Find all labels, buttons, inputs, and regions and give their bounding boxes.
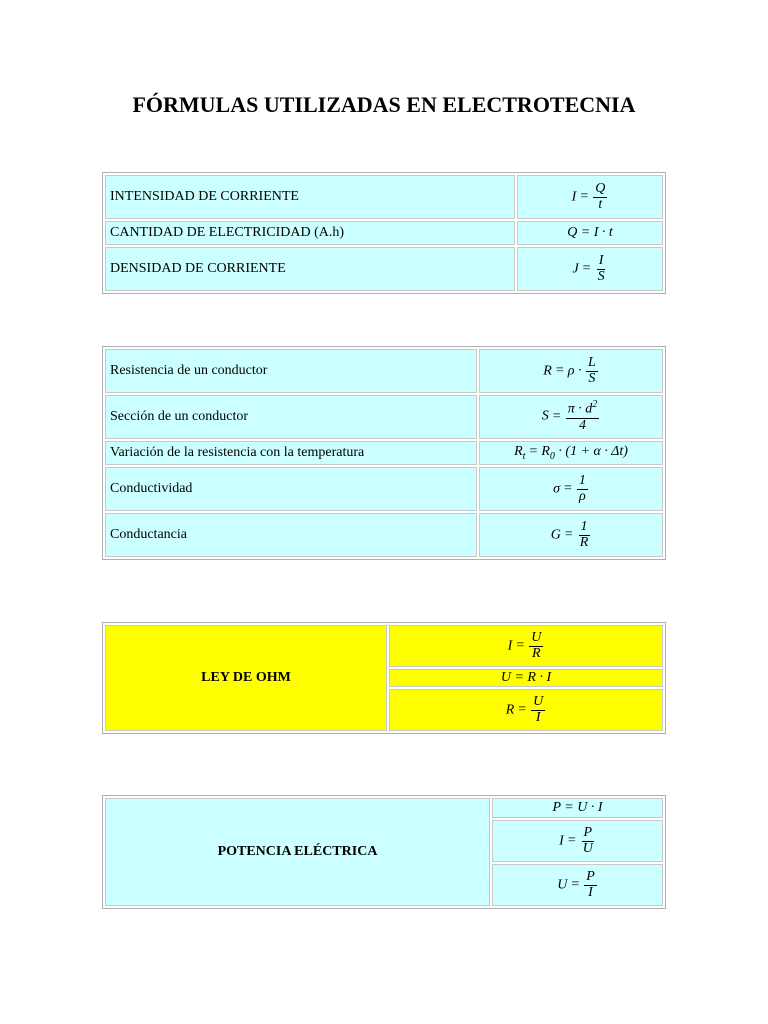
formula-cell: I = $\frac{U}{R}$ (389, 625, 663, 667)
formula-label: DENSIDAD DE CORRIENTE (105, 247, 515, 291)
formula-cell: Q = I · t (517, 221, 663, 245)
formula-cell: U = R · I (389, 669, 663, 687)
table-row (105, 625, 663, 667)
formula-cell: J = $\frac{I}{S}$ (517, 247, 663, 291)
fraction: $\frac{I}{S}$ (597, 252, 605, 284)
formula-label: Conductancia (105, 513, 477, 557)
current-formulas-table (102, 172, 666, 294)
fraction: $\frac{P}{I}$ (586, 868, 595, 900)
fraction: $\frac{1}{R}$ (579, 518, 589, 550)
formula-cell: S = $\frac{\pi \cdot d^2}{4}$ (479, 395, 663, 439)
fraction: $\frac{Q}{t}$ (595, 180, 606, 212)
table-row (105, 513, 663, 557)
formula-cell: $R_t = R_0 \cdot (1 + \alpha \cdot \Delta t)$ (479, 441, 663, 465)
formula-label: CANTIDAD DE ELECTRICIDAD (A.h) (105, 221, 515, 245)
fraction: $\frac{\pi \cdot d^2}{4}$ (567, 399, 598, 433)
formula-cell: R = $\frac{U}{I}$ (389, 689, 663, 731)
page-title: FÓRMULAS UTILIZADAS EN ELECTROTECNIA (132, 92, 636, 117)
fraction: $\frac{P}{U}$ (582, 824, 593, 856)
formula-cell: P = U · I (492, 798, 663, 818)
formula-cell: I = $\frac{P}{U}$ (492, 820, 663, 862)
table-row (105, 221, 663, 245)
formula-cell: I = $\frac{Q}{t}$ (517, 175, 663, 219)
table-row (105, 798, 663, 818)
formula-label: Sección de un conductor (105, 395, 477, 439)
section-heading: LEY DE OHM (105, 625, 387, 731)
fraction: $\frac{U}{R}$ (531, 629, 542, 661)
formula-cell: R = ρ · $\frac{L}{S}$ (479, 349, 663, 393)
ohm-law-table (102, 622, 666, 734)
table-row (105, 441, 663, 465)
fraction: $\frac{L}{S}$ (587, 354, 596, 386)
table-row (105, 349, 663, 393)
fraction: $\frac{1}{\rho}$ (578, 472, 586, 504)
formula-label: Resistencia de un conductor (105, 349, 477, 393)
section-heading: POTENCIA ELÉCTRICA (105, 798, 490, 906)
formula-label: INTENSIDAD DE CORRIENTE (105, 175, 515, 219)
formula-cell: σ = $\frac{1}{\rho}$ (479, 467, 663, 511)
fraction: $\frac{U}{I}$ (533, 693, 544, 725)
table-row (105, 175, 663, 219)
formula-label: Variación de la resistencia con la temperatura (105, 441, 477, 465)
formula-label: Conductividad (105, 467, 477, 511)
formula-cell: U = $\frac{P}{I}$ (492, 864, 663, 906)
conductor-formulas-table (102, 346, 666, 560)
table-row (105, 467, 663, 511)
formula-cell: G = $\frac{1}{R}$ (479, 513, 663, 557)
table-row (105, 395, 663, 439)
electric-power-table (102, 795, 666, 909)
table-row (105, 247, 663, 291)
